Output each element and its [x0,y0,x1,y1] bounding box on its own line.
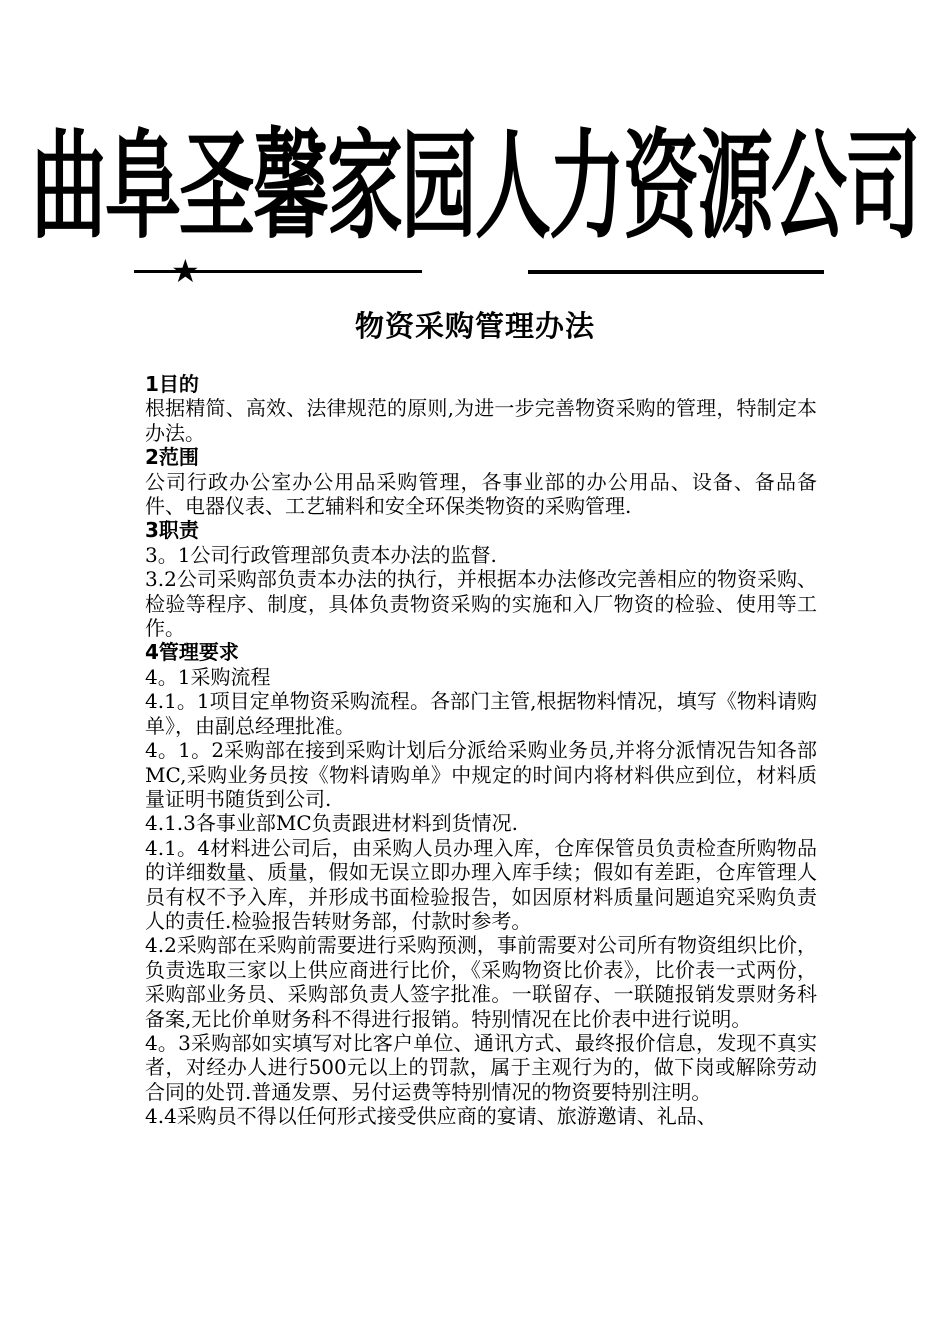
section-heading-purpose: 1目的 [145,372,199,396]
document-title: 物资采购管理办法 [354,309,595,343]
star-icon: ★ [171,252,200,290]
paragraph: 4.4采购员不得以任何形式接受供应商的宴请、旅游邀请、礼品、 [145,1104,717,1129]
paragraph: 4。1。2采购部在接到采购计划后分派给采购业务员,并将分派情况告知各部MC,采购业务员按《物料请购单》中规定的时间内将材料供应到位，材料质量证明书随货到公司. [145,738,817,811]
paragraph: 3。1公司行政管理部负责本办法的监督. [145,542,497,567]
company-name-heading: 曲阜圣馨家园人力资源公司 [31,117,919,256]
paragraph: 4.1.3各事业部MC负责跟进材料到货情况. [145,811,519,836]
section-heading-requirements: 4管理要求 [145,640,239,665]
paragraph: 公司行政办公室办公用品采购管理，各事业部的办公用品、设备、备品备件、电器仪表、工艺辅料和安全环保类物资的采购管理. [145,469,817,519]
paragraph: 4。1采购流程 [145,664,271,689]
header-rule-right [528,270,824,274]
paragraph: 4.1。4材料进公司后，由采购人员办理入库，仓库保管员负责检查所购物品的详细数量、质量，假如无误立即办理入库手续；假如有差距，仓库管理人员有权不予入库，并形成书面检验报告，如因原材料质量问题追究采购负责人的责任.检验报告转财务部，付款时参考。 [145,835,817,933]
paragraph: 3.2公司采购部负责本办法的执行，并根据本办法修改完善相应的物资采购、检验等程序、制度，具体负责物资采购的实施和入厂物资的检验、使用等工作。 [145,567,817,641]
paragraph: 4。3采购部如实填写对比客户单位、通讯方式、最终报价信息，发现不真实者，对经办人进行500元以上的罚款，属于主观行为的，做下岗或解除劳动合同的处罚.普通发票、另付运费等特别情况的物资要特别注明。 [145,1030,817,1104]
paragraph: 4.2采购部在采购前需要进行采购预测，事前需要对公司所有物资组织比价，负责选取三家以上供应商进行比价，《采购物资比价表》，比价表一式两份，采购部业务员、采购部负责人签字批准。一联留存、一联随报销发票财务科备案,无比价单财务科不得进行报销。特别情况在比价表中进行说明。 [145,933,817,1031]
section-heading-scope: 2范围 [145,445,199,470]
section-heading-responsibilities: 3职责 [145,518,199,543]
paragraph: 4.1。1项目定单物资采购流程。各部门主管,根据物料情况，填写《物料请购单》，由副总经理批准。 [145,689,817,738]
paragraph: 根据精简、高效、法律规范的原则,为进一步完善物资采购的管理，特制定本办法。 [145,396,817,445]
document-body [145,372,817,1129]
